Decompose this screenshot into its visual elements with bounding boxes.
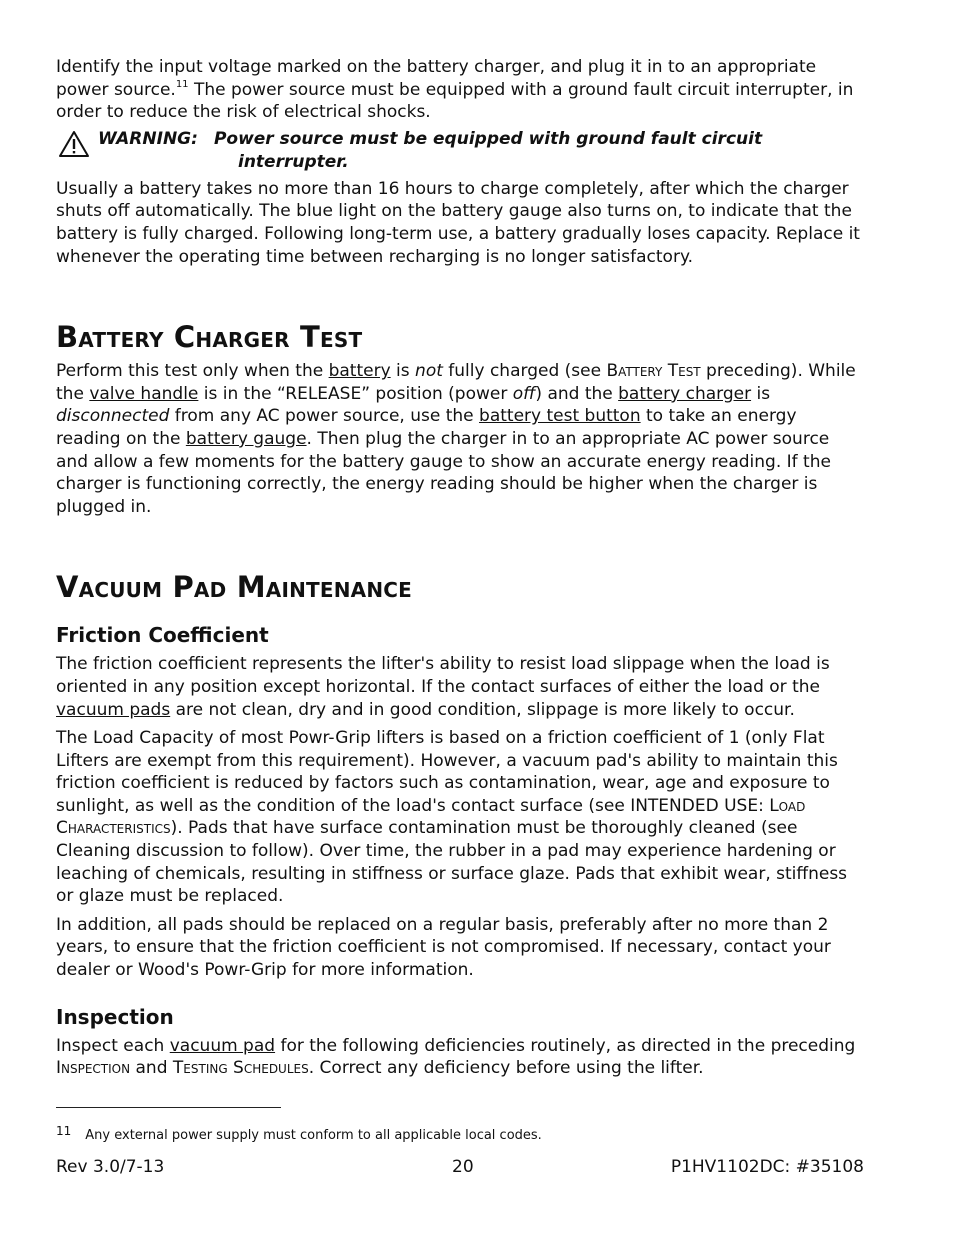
text-run: are not clean, dry and in good condition, slippage is more likely to occur. [170, 699, 795, 720]
battery-gauge-link[interactable]: battery gauge [185, 428, 307, 449]
testing-schedules-reference: Testing Schedules [172, 1058, 309, 1079]
footnote-reference[interactable]: 11 [175, 78, 189, 90]
battery-test-reference: Battery Test [606, 361, 701, 382]
friction-paragraph-3: In addition, all pads should be replaced on a regular basis, preferably after no more than 2 years, to ensure that the friction coefficient is not compromised. If necessary, contact your dealer or Wood's Powr-Grip for more information. [56, 914, 831, 981]
text-run: is [751, 383, 771, 404]
warning-label: WARNING: [98, 128, 198, 149]
battery-test-button-link[interactable]: battery test button [479, 406, 641, 427]
text-run: The friction coefficient represents the lifter's ability to resist load slippage when the load is oriented in any position except horizontal. If the contact surfaces of either the load or the [56, 654, 830, 697]
inspection-paragraph [56, 1035, 866, 1080]
section-heading-battery-charger-test: Battery Charger Test [56, 320, 363, 355]
emphasis-off: off [512, 383, 536, 404]
footer-page-number: 20 [452, 1157, 474, 1177]
subheading-inspection: Inspection [56, 1004, 174, 1029]
friction-paragraph-2 [56, 727, 866, 908]
page-footer [56, 1157, 864, 1181]
intro-text-b: The power source must be equipped with a ground fault circuit interrupter, in order to reduce the risk of electrical shocks. [56, 79, 854, 123]
text-run: ) and the [535, 383, 619, 404]
intro-paragraph [56, 56, 866, 124]
text-run: preceding). While the [56, 361, 856, 404]
footnote-text: Any external power supply must conform to all applicable local codes. [85, 1128, 542, 1143]
footer-document-id: P1HV1102DC: #35108 [670, 1157, 864, 1177]
text-run: Inspect each [56, 1035, 170, 1056]
battery-charger-link[interactable]: battery charger [618, 383, 752, 404]
footer-revision: Rev 3.0/7-13 [56, 1157, 165, 1177]
text-run: for the following deficiencies routinely, as directed in the preceding [275, 1035, 856, 1056]
warning-line-2: interrupter. [238, 151, 349, 172]
valve-handle-link[interactable]: valve handle [89, 383, 199, 404]
text-run: from any AC power source, use the [169, 406, 480, 427]
battery-link[interactable]: battery [328, 361, 391, 382]
footnote [56, 1124, 542, 1143]
warning-text-1: Power source must be equipped with ground fault circuit [213, 128, 763, 149]
friction-paragraph-1 [56, 653, 866, 721]
footnote-number: 11 [56, 1124, 72, 1138]
subheading-friction-coefficient: Friction Coefficient [56, 623, 269, 648]
inspection-reference: Inspection [56, 1058, 131, 1079]
text-run: . Correct any deficiency before using the lifter. [308, 1058, 704, 1079]
battery-charger-test-paragraph [56, 360, 866, 518]
text-run: fully charged (see [442, 361, 607, 382]
warning-triangle-icon [58, 130, 90, 162]
text-run: ). Pads that have surface contamination must be thoroughly cleaned (see Cleaning discussion to follow). Over time, the rubber in a pad may experience hardening or leaching of chemicals, resulting in stiffness or surface glaze. Pads that exhibit wear, stiffness or glaze must be replaced. [56, 818, 848, 907]
load-characteristics-reference: Load Characteristics [56, 795, 806, 839]
text-run: is in the “RELEASE” position (power [198, 383, 513, 404]
footnote-divider [56, 1107, 281, 1108]
text-run: Perform this test only when the [56, 361, 329, 382]
text-run: . Then plug the charger in to an appropriate AC power source and allow a few moments for the battery gauge to show an accurate energy reading. If the charger is functioning correctly, the energy reading should be higher when the charger is plugged in. [56, 428, 831, 517]
emphasis-disconnected: disconnected [56, 406, 170, 427]
charge-time-paragraph: Usually a battery takes no more than 16 hours to charge completely, after which the charger shuts off automatically. The blue light on the battery gauge also turns on, to indicate that the battery is fully charged. Following long-term use, a battery gradually loses capacity. Replace it whenever the operating time between recharging is no longer satisfactory. [56, 178, 860, 267]
vacuum-pad-link[interactable]: vacuum pad [169, 1035, 276, 1056]
text-run: and [130, 1058, 173, 1079]
document-body [56, 56, 866, 1080]
emphasis-not: not [415, 361, 443, 382]
text-run: is [390, 361, 416, 382]
section-heading-vacuum-pad-maintenance: Vacuum Pad Maintenance [56, 570, 413, 605]
text-run: to take an energy reading on the [56, 406, 797, 449]
warning-box [56, 128, 866, 178]
vacuum-pads-link[interactable]: vacuum pads [56, 699, 171, 720]
text-run: The Load Capacity of most Powr-Grip lifters is based on a friction coefficient of 1 (only Flat Lifters are exempt from this requirement). However, a vacuum pad's ability to maintain this friction coefficient is reduced by factors such as contamination, wear, age and exposure to sunlight, as well as the condition of the load's contact surface (see INTENDED USE: [56, 728, 838, 816]
intro-text-a: Identify the input voltage marked on the battery charger, and plug it in to an appropriate power source. [56, 57, 817, 100]
warning-line-1 [98, 128, 762, 151]
